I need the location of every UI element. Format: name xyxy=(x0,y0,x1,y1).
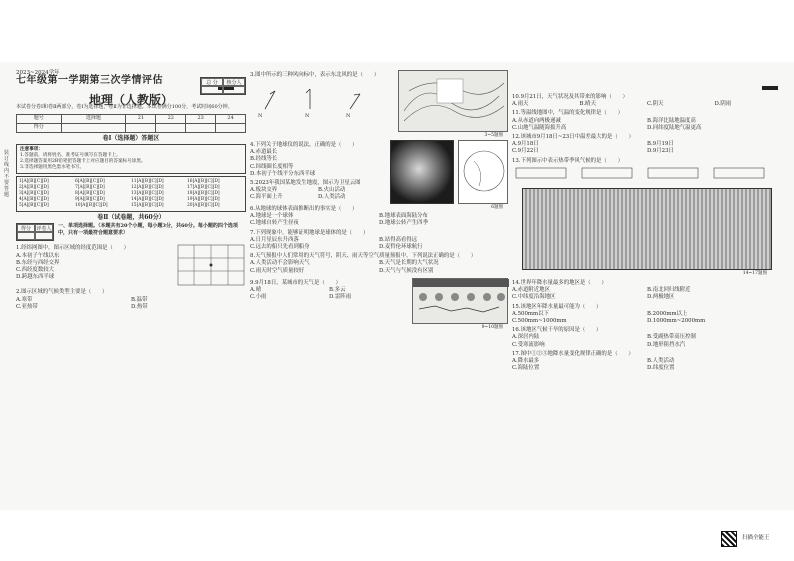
question-15: 15.该地区年降水量最可能为（ ） xyxy=(512,303,602,310)
question-6: 6.从地球的球体表面推断出的事实是（ ） xyxy=(250,206,358,212)
svg-text:N: N xyxy=(258,113,263,120)
svg-text:N: N xyxy=(305,113,310,120)
margin-marks: 装 订 线 内 不 要 答 题 xyxy=(4,150,10,198)
exam-title: 七年级第一学期第三次学情评估 xyxy=(16,75,163,87)
vol1-heading: 卷Ⅰ（选择题）答题区 xyxy=(102,135,160,142)
question-4: 4.下列关于地球仪的说法，正确的是（ ） xyxy=(250,142,358,148)
section1-heading: 一、单项选择题。（本题共有20个小题，每小题3分，共60分。每小题的四个选项中，只有一项最符合题意要求） xyxy=(58,223,238,236)
left-column: 2023~2024学年 七年级第一学期第三次学情评估 总 分 核分人 地理（人教版） 本试卷分卷Ⅰ和卷Ⅱ两部分，卷Ⅰ为选择题，卷Ⅱ为非选择题。本试卷满分100分，考试时间60分钟。 题号 选择题 21 22 23 24 得分 卷Ⅰ（选择题）答题区 注意事项： 1.答题前，请将姓名、准考证号填写在答题卡上。 2.选择题答案用2B铅笔把答题卡上对应题目的答案标号涂黑。 3.非选择题用黑色墨水笔书写。 1[A][B][C][D] 6[A][B][C][D] 11[A][B][C][D] 16[A][B][C][D] 2[A][B][C][D] 7[A][B][C][D] 12[A][B][C][D] 17[A][B][C][D] 3[A][B][C][D] 8[A][B][C][D] 13[A][B][C][D] 18[A][B][C][D] 4[A][B][C][D] 9[A][B][C][D] 14[A][B][C][D] 19[A][B][C][D] 5[A][B][C][D] 10[A][B][C][D] 15[A][B][C][D] 20[A][B][C][D] 卷Ⅱ（试卷题，共60分） 得分 评卷人 一、单项选择题。（本题共有20个小题，每小题3分，共60分。每小题的四个选项中，只有一项最符合题意要求） 1.经纬网图中，图示区域的经度范围是（ ） A.本初子午线以东 B.东经与西经交界 C.西经度数较大 D.跨越东西半球 2.图示区域的气候类型主要是（ ） A.寒带 B.温带 C.亚热带 D.热带 xyxy=(16,70,246,311)
answer-bubble-row[interactable]: 14[A][B][C][D] xyxy=(131,197,164,203)
question-11: 11.等温线地图中，气温的变化规律是（ ） xyxy=(512,110,623,117)
question-2: 2.图示区域的气候类型主要是（ ） xyxy=(16,289,108,296)
answer-bubble-row[interactable]: 1[A][B][C][D] xyxy=(19,179,49,185)
answer-bubble-row[interactable]: 9[A][B][C][D] xyxy=(75,197,105,203)
school-year: 2023~2024学年 xyxy=(16,70,60,76)
answer-bubble-row[interactable]: 16[A][B][C][D] xyxy=(187,179,220,185)
answer-bubble-row[interactable]: 10[A][B][C][D] xyxy=(75,203,108,209)
question-16: 16.该地区气候干旱的原因是（ ） xyxy=(512,327,602,334)
graticule-figure xyxy=(176,243,246,287)
question-13: 13.下列图示中表示热带季风气候的是（ ） xyxy=(512,157,623,164)
exam-subject: 地理（人教版） xyxy=(88,93,173,108)
svg-text:N: N xyxy=(346,113,351,120)
answer-bubble-row[interactable]: 2[A][B][C][D] xyxy=(19,185,49,191)
section-score-box: 得分 评卷人 xyxy=(16,223,54,241)
question-12: 12.该城市9月18日~23日中温差最大的是（ ） xyxy=(512,134,634,141)
world-precipitation-map: 14~17题图 xyxy=(522,188,772,270)
score-table: 题号 选择题 21 22 23 24 得分 xyxy=(16,114,246,133)
answer-bubble-row[interactable]: 7[A][B][C][D] xyxy=(75,185,105,191)
instructions: 本试卷分卷Ⅰ和卷Ⅱ两部分，卷Ⅰ为选择题，卷Ⅱ为非选择题。本试卷满分100分，考试时间60分钟。 xyxy=(16,104,233,111)
globe-sketch-figure: 6题图 xyxy=(458,140,508,204)
weather-forecast-figure: 9~10题图 xyxy=(412,278,508,324)
answer-bubble-row[interactable]: 5[A][B][C][D] xyxy=(19,203,49,209)
question-5: 5.2023年我国某地发生地震，图示为卫星云图 xyxy=(250,180,361,187)
climate-symbol-options xyxy=(512,165,772,181)
wind-vane-figure xyxy=(250,79,370,119)
answer-sheet xyxy=(16,176,246,212)
question-9: 9.9月18日，某城市的天气是（ ） xyxy=(250,279,341,286)
answer-bubble-row[interactable]: 19[A][B][C][D] xyxy=(187,197,220,203)
question-8: 8.天气预报中人们常用的天气符号，阴天、雨天等空气质量预报中，下列说法正确的是（ ） xyxy=(250,253,477,260)
question-3: 3.图中所示的三种风向标中，表示东北风的是（ ） xyxy=(250,72,380,78)
fold-marker xyxy=(762,86,778,90)
answer-bubble-row[interactable]: 20[A][B][C][D] xyxy=(187,203,220,209)
question-7: 7.下列现象中，能够证明地球是球体的是（ ） xyxy=(250,229,369,236)
right-column: 10.9月21日，天气状况及其带来的影响（ ） A.雨天 B.晴天 C.阴天 D.阴雨 11.等温线地图中，气温的变化规律是（ ） A.从赤道向两极递减 B.海洋比陆地温度高 C.山地气温随海拔升高 D.同纬度陆地气温更高 12.该城市9月18日~23日中温差最大的是（ ） A.9月18日 B.9月19日 C.9月22日 D.9月23日 13.下列图示中表示热带季风气候的是（ ） 14~17题图 14.世界年降水量最多的地区是（ ） A.赤道附近地区 B.南北回归线附近 C.中纬度沿海地区 D.两极地区 15.该地区年降水量最可能为（ ） A.500mm以下 B.2000mm以上 C.500mm~1000mm D.1000mm~2000mm 16.该地区气候干旱的原因是（ ） A.深居内陆 B.受副热带高压控制 C.受寒流影响 D.地形阻挡水汽 17.图中①②③地降水量变化规律正确的是（ ） A.降水最多 B.人类活动 C.海陆位置 D.纬度位置 xyxy=(512,92,782,372)
answer-bubble-row[interactable]: 13[A][B][C][D] xyxy=(131,191,164,197)
answer-bubble-row[interactable]: 12[A][B][C][D] xyxy=(131,185,164,191)
notice-card: 注意事项： 1.答题前，请将姓名、准考证号填写在答题卡上。 2.选择题答案用2B铅笔把答题卡上对应题目的答案标号涂黑。 3.非选择题用黑色墨水笔书写。 xyxy=(16,144,246,174)
question-17: 17.图中①②③地降水量变化规律正确的是（ ） xyxy=(512,350,634,357)
contour-map-figure: 3~5题图 xyxy=(398,70,508,132)
question-14: 14.世界年降水量最多的地区是（ ） xyxy=(512,280,607,287)
vol2-heading: 卷Ⅱ（试卷题，共60分） xyxy=(97,214,165,222)
total-score-box: 总 分 核分人 xyxy=(200,77,246,95)
answer-bubble-row[interactable]: 11[A][B][C][D] xyxy=(131,179,164,185)
middle-column: 3.图中所示的三种风向标中，表示东北风的是（ ） N N N 3~5题图 4.下列关于地球仪的说法，正确的是（ ） A.赤道最长 B.经线等长 C.纬线圈长度相等 D.本初子午线平分东西半球 5.2023年我国某地发生地震，图示为卫星云图 A.板块交界 B.火山活动 C.海平面上升 D.人类活动 6题图 6.从地球的球体表面推断出的事实是（ ） A.地球是一个球体 B.地球表面海陆分布 C.地球自转产生昼夜 D.地球公转产生四季 7.下列现象中，能够证明地球是球体的是（ ） A.日月星辰东升西落 B.站得高看得远 C.远去的船只先看到船身 D.麦哲伦环球航行 8.天气预报中人们常用的天气符号，阴天、雨天等空气质量预报中，下列说法正确的是（ ） A.人类活动不会影响天气 B.天气是长期的大气状况 C.雨天时空气质量较好 D.天气与气候没有区别 9.9月18日，某城市的天气是（ ） A.晴 B.多云 C.小雨 D.雷阵雨 9~10题图 xyxy=(250,70,508,324)
answer-bubble-row[interactable]: 4[A][B][C][D] xyxy=(19,197,49,203)
answer-bubble-row[interactable]: 6[A][B][C][D] xyxy=(75,179,105,185)
answer-bubble-row[interactable]: 18[A][B][C][D] xyxy=(187,191,220,197)
scanner-watermark: 扫描全能王 xyxy=(742,535,770,541)
answer-bubble-row[interactable]: 17[A][B][C][D] xyxy=(187,185,220,191)
answer-bubble-row[interactable]: 8[A][B][C][D] xyxy=(75,191,105,197)
earth-satellite-photo xyxy=(390,140,454,204)
qr-code-icon xyxy=(721,531,737,547)
answer-bubble-row[interactable]: 3[A][B][C][D] xyxy=(19,191,49,197)
question-10: 10.9月21日，天气状况及其带来的影响（ ） xyxy=(512,94,628,100)
question-1: 1.经纬网图中，图示区域的经度范围是（ ） xyxy=(16,245,129,252)
answer-bubble-row[interactable]: 15[A][B][C][D] xyxy=(131,203,164,209)
